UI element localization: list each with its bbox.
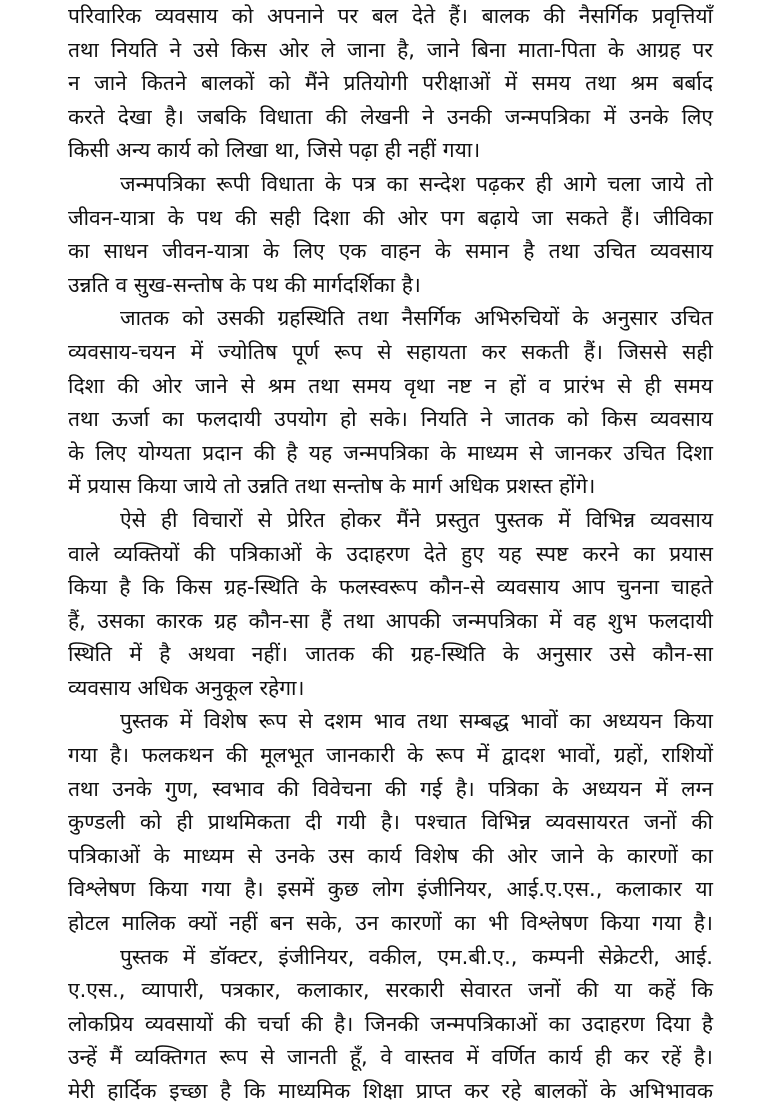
text-line: के लिए योग्यता प्रदान की है यह जन्मपत्रिका के माध्यम से जानकर उचित दिशा	[68, 440, 713, 465]
text-line: कुण्डली को ही प्राथमिकता दी गयी है। पश्चात विभिन्न व्यवसायरत जनों की	[68, 810, 713, 835]
text-line: ए.एस., व्यापारी, पत्रकार, कलाकार, सरकारी सेवारत जनों की या कहें कि	[68, 978, 713, 1003]
text-line: गया है। फलकथन की मूलभूत जानकारी के रूप में द्वादश भावों, ग्रहों, राशियों	[68, 743, 713, 768]
text-line: करते देखा है। जबकि विधाता की लेखनी ने उनकी जन्मपत्रिका में उनके लिए	[68, 104, 713, 129]
text-line: स्थिति में है अथवा नहीं। जातक की ग्रह-स्थिति के अनुसार उसे कौन-सा	[68, 642, 713, 667]
text-line: मेरी हार्दिक इच्छा है कि माध्यमिक शिक्षा प्राप्त कर रहे बालकों के अभिभावक	[68, 1079, 713, 1103]
text-line: में प्रयास किया जाये तो उन्नति तथा सन्तोष के मार्ग अधिक प्रशस्त होंगे।	[68, 474, 596, 499]
paragraph-first-line: पुस्तक में डॉक्टर, इंजीनियर, वकील, एम.बी.ए., कम्पनी सेक्रेटरी, आई.	[120, 944, 713, 969]
text-line: तथा उनके गुण, स्वभाव की विवेचना की गई है। पत्रिका के अध्ययन में लग्न	[68, 776, 713, 801]
text-line: परिवारिक व्यवसाय को अपनाने पर बल देते हैं। बालक की नैसर्गिक प्रवृत्तियाँ	[68, 4, 713, 28]
text-line: न जाने कितने बालकों को मैंने प्रतियोगी परीक्षाओं में समय तथा श्रम बर्बाद	[68, 71, 713, 96]
text-line: होटल मालिक क्यों नहीं बन सके, उन कारणों का भी विश्लेषण किया गया है।	[68, 911, 713, 936]
text-line: का साधन जीवन-यात्रा के लिए एक वाहन के समान है तथा उचित व्यवसाय	[68, 239, 713, 264]
text-line: लोकप्रिय व्यवसायों की चर्चा की है। जिनकी जन्मपत्रिकाओं का उदाहरण दिया है	[68, 1011, 713, 1036]
text-line: पत्रिकाओं के माध्यम से उनके उस कार्य विशेष की ओर जाने के कारणों का	[68, 843, 713, 868]
text-line: व्यवसाय अधिक अनुकूल रहेगा।	[68, 675, 305, 700]
text-line: तथा ऊर्जा का फलदायी उपयोग हो सके। नियति ने जातक को किस व्यवसाय	[68, 407, 713, 432]
document-page	[68, 0, 713, 1109]
text-line: विश्लेषण किया गया है। इसमें कुछ लोग इंजीनियर, आई.ए.एस., कलाकार या	[68, 877, 713, 902]
text-line: जीवन-यात्रा के पथ की सही दिशा की ओर पग बढ़ाये जा सकते हैं। जीविका	[68, 205, 713, 230]
text-line: दिशा की ओर जाने से श्रम तथा समय वृथा नष्ट न हों व प्रारंभ से ही समय	[68, 373, 713, 398]
text-line: उन्हें मैं व्यक्तिगत रूप से जानती हूँ, वे वास्तव में वर्णित कार्य ही कर रहें है।	[68, 1045, 713, 1070]
text-line: व्यवसाय-चयन में ज्योतिष पूर्ण रूप से सहायता कर सकती हैं। जिससे सही	[68, 339, 713, 364]
paragraph-first-line: पुस्तक में विशेष रूप से दशम भाव तथा सम्बद्ध भावों का अध्ययन किया	[120, 709, 713, 734]
text-line: हैं, उसका कारक ग्रह कौन-सा हैं तथा आपकी जन्मपत्रिका में वह शुभ फलदायी	[68, 608, 713, 633]
text-line: किसी अन्य कार्य को लिखा था, जिसे पढ़ा ही नहीं गया।	[68, 138, 481, 163]
text-line: किया है कि किस ग्रह-स्थिति के फलस्वरूप कौन-से व्यवसाय आप चुनना चाहते	[68, 575, 713, 600]
paragraph-first-line: जातक को उसकी ग्रहस्थिति तथा नैसर्गिक अभिरुचियों के अनुसार उचित	[120, 306, 713, 331]
text-line: वाले व्यक्तियों की पत्रिकाओं के उदाहरण देते हुए यह स्पष्ट करने का प्रयास	[68, 541, 713, 566]
text-line: तथा नियति ने उसे किस ओर ले जाना है, जाने बिना माता-पिता के आग्रह पर	[68, 37, 713, 62]
paragraph-first-line: ऐसे ही विचारों से प्रेरित होकर मैंने प्रस्तुत पुस्तक में विभिन्न व्यवसाय	[120, 507, 713, 532]
text-line: उन्नति व सुख-सन्तोष के पथ की मार्गदर्शिका है।	[68, 272, 421, 297]
paragraph-first-line: जन्मपत्रिका रूपी विधाता के पत्र का सन्देश पढ़कर ही आगे चला जाये तो	[120, 171, 713, 196]
